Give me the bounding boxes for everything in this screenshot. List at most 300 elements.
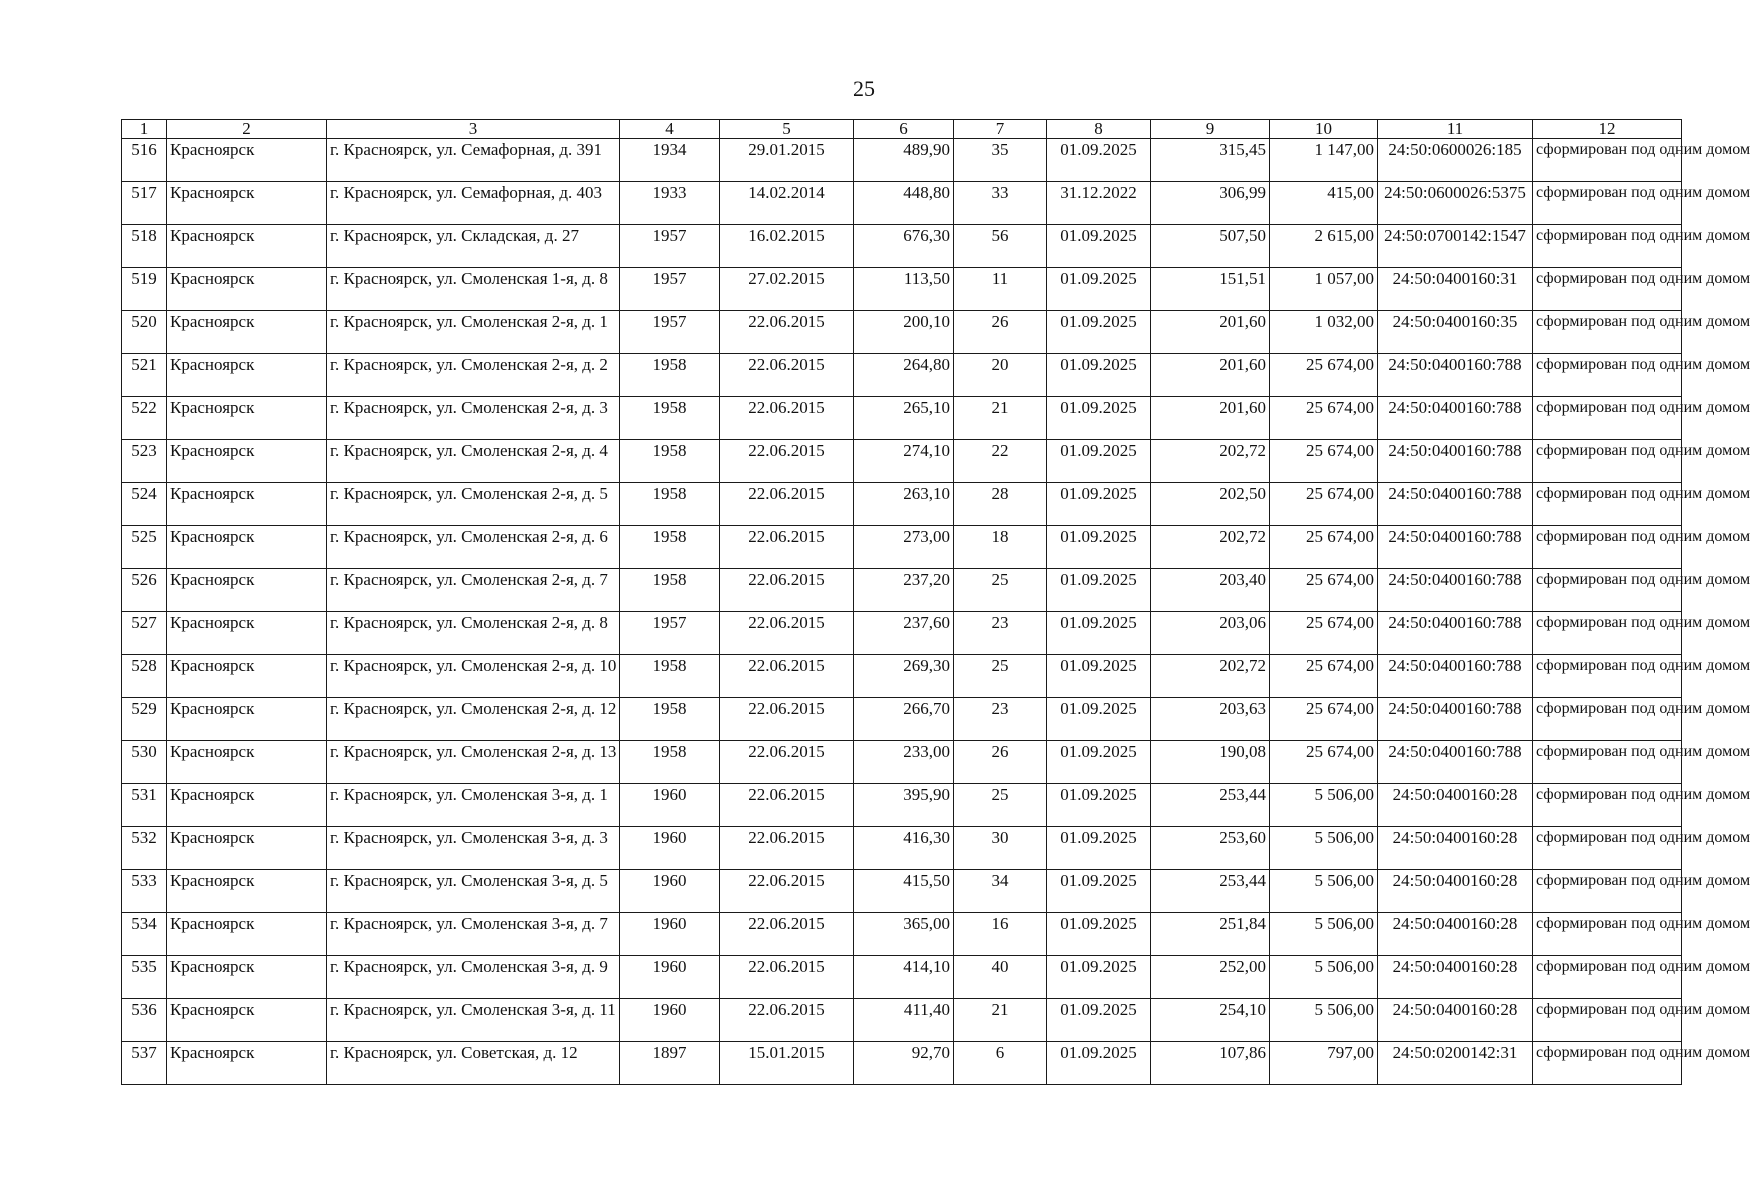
year-built-cell: 1960 bbox=[620, 999, 720, 1042]
cadastral-number-cell: 24:50:0200142:31 bbox=[1378, 1042, 1533, 1085]
cadastral-number-cell: 24:50:0400160:28 bbox=[1378, 827, 1533, 870]
table-row bbox=[122, 913, 1682, 956]
date-cell: 15.01.2015 bbox=[720, 1042, 854, 1085]
column-header-3: 3 bbox=[327, 120, 620, 139]
row-number-cell: 527 bbox=[122, 612, 167, 655]
cadastral-number-cell: 24:50:0700142:1547 bbox=[1378, 225, 1533, 268]
year-built-cell: 1897 bbox=[620, 1042, 720, 1085]
column-header-2: 2 bbox=[167, 120, 327, 139]
land-area-cell: 5 506,00 bbox=[1270, 827, 1378, 870]
area-cell: 113,50 bbox=[854, 268, 954, 311]
residents-cell: 56 bbox=[954, 225, 1047, 268]
row-number-cell: 529 bbox=[122, 698, 167, 741]
land-area-cell: 25 674,00 bbox=[1270, 655, 1378, 698]
deadline-date-cell: 01.09.2025 bbox=[1047, 655, 1151, 698]
note-cell: сформирован под одним домом bbox=[1533, 397, 1682, 440]
land-area-cell: 1 147,00 bbox=[1270, 139, 1378, 182]
value-cell: 507,50 bbox=[1151, 225, 1270, 268]
address-cell: г. Красноярск, ул. Смоленская 2-я, д. 1 bbox=[327, 311, 620, 354]
cadastral-number-cell: 24:50:0400160:28 bbox=[1378, 913, 1533, 956]
row-number-cell: 537 bbox=[122, 1042, 167, 1085]
city-cell: Красноярск bbox=[167, 655, 327, 698]
address-cell: г. Красноярск, ул. Смоленская 1-я, д. 8 bbox=[327, 268, 620, 311]
table-row bbox=[122, 655, 1682, 698]
year-built-cell: 1958 bbox=[620, 483, 720, 526]
cadastral-number-cell: 24:50:0400160:788 bbox=[1378, 354, 1533, 397]
note-cell: сформирован под одним домом bbox=[1533, 182, 1682, 225]
date-cell: 22.06.2015 bbox=[720, 612, 854, 655]
value-cell: 202,50 bbox=[1151, 483, 1270, 526]
year-built-cell: 1957 bbox=[620, 225, 720, 268]
year-built-cell: 1958 bbox=[620, 440, 720, 483]
area-cell: 264,80 bbox=[854, 354, 954, 397]
deadline-date-cell: 01.09.2025 bbox=[1047, 698, 1151, 741]
city-cell: Красноярск bbox=[167, 311, 327, 354]
deadline-date-cell: 01.09.2025 bbox=[1047, 526, 1151, 569]
address-cell: г. Красноярск, ул. Смоленская 3-я, д. 11 bbox=[327, 999, 620, 1042]
page-number: 25 bbox=[853, 76, 875, 101]
area-cell: 414,10 bbox=[854, 956, 954, 999]
city-cell: Красноярск bbox=[167, 1042, 327, 1085]
year-built-cell: 1960 bbox=[620, 956, 720, 999]
city-cell: Красноярск bbox=[167, 225, 327, 268]
city-cell: Красноярск bbox=[167, 698, 327, 741]
city-cell: Красноярск bbox=[167, 913, 327, 956]
address-cell: г. Красноярск, ул. Смоленская 2-я, д. 10 bbox=[327, 655, 620, 698]
residents-cell: 34 bbox=[954, 870, 1047, 913]
row-number-cell: 523 bbox=[122, 440, 167, 483]
table-row bbox=[122, 741, 1682, 784]
table-body bbox=[122, 139, 1750, 1085]
deadline-date-cell: 01.09.2025 bbox=[1047, 870, 1151, 913]
date-cell: 22.06.2015 bbox=[720, 956, 854, 999]
city-cell: Красноярск bbox=[167, 827, 327, 870]
row-number-cell: 522 bbox=[122, 397, 167, 440]
address-cell: г. Красноярск, ул. Смоленская 2-я, д. 8 bbox=[327, 612, 620, 655]
note-cell: сформирован под одним домом bbox=[1533, 1042, 1682, 1085]
residents-cell: 11 bbox=[954, 268, 1047, 311]
row-number-cell: 521 bbox=[122, 354, 167, 397]
table-row bbox=[122, 311, 1682, 354]
city-cell: Красноярск bbox=[167, 397, 327, 440]
residents-cell: 20 bbox=[954, 354, 1047, 397]
value-cell: 190,08 bbox=[1151, 741, 1270, 784]
city-cell: Красноярск bbox=[167, 139, 327, 182]
address-cell: г. Красноярск, ул. Семафорная, д. 403 bbox=[327, 182, 620, 225]
deadline-date-cell: 01.09.2025 bbox=[1047, 440, 1151, 483]
date-cell: 22.06.2015 bbox=[720, 784, 854, 827]
deadline-date-cell: 01.09.2025 bbox=[1047, 139, 1151, 182]
table-row bbox=[122, 225, 1682, 268]
date-cell: 22.06.2015 bbox=[720, 655, 854, 698]
value-cell: 306,99 bbox=[1151, 182, 1270, 225]
date-cell: 22.06.2015 bbox=[720, 483, 854, 526]
note-cell: сформирован под одним домом bbox=[1533, 483, 1682, 526]
housing-registry-table bbox=[121, 119, 1750, 1085]
row-number-cell: 517 bbox=[122, 182, 167, 225]
year-built-cell: 1957 bbox=[620, 311, 720, 354]
residents-cell: 25 bbox=[954, 569, 1047, 612]
date-cell: 14.02.2014 bbox=[720, 182, 854, 225]
land-area-cell: 5 506,00 bbox=[1270, 999, 1378, 1042]
area-cell: 415,50 bbox=[854, 870, 954, 913]
table-row bbox=[122, 999, 1682, 1042]
date-cell: 22.06.2015 bbox=[720, 913, 854, 956]
value-cell: 254,10 bbox=[1151, 999, 1270, 1042]
date-cell: 22.06.2015 bbox=[720, 526, 854, 569]
year-built-cell: 1958 bbox=[620, 354, 720, 397]
deadline-date-cell: 01.09.2025 bbox=[1047, 741, 1151, 784]
address-cell: г. Красноярск, ул. Смоленская 2-я, д. 4 bbox=[327, 440, 620, 483]
row-number-cell: 524 bbox=[122, 483, 167, 526]
column-header-6: 6 bbox=[854, 120, 954, 139]
date-cell: 22.06.2015 bbox=[720, 311, 854, 354]
note-cell: сформирован под одним домом bbox=[1533, 569, 1682, 612]
table-row bbox=[122, 698, 1682, 741]
note-cell: сформирован под одним домом bbox=[1533, 913, 1682, 956]
row-number-cell: 519 bbox=[122, 268, 167, 311]
value-cell: 201,60 bbox=[1151, 311, 1270, 354]
note-cell: сформирован под одним домом bbox=[1533, 784, 1682, 827]
year-built-cell: 1958 bbox=[620, 655, 720, 698]
year-built-cell: 1934 bbox=[620, 139, 720, 182]
city-cell: Красноярск bbox=[167, 784, 327, 827]
value-cell: 251,84 bbox=[1151, 913, 1270, 956]
date-cell: 22.06.2015 bbox=[720, 440, 854, 483]
residents-cell: 23 bbox=[954, 612, 1047, 655]
address-cell: г. Красноярск, ул. Смоленская 2-я, д. 2 bbox=[327, 354, 620, 397]
value-cell: 201,60 bbox=[1151, 397, 1270, 440]
table-row bbox=[122, 956, 1682, 999]
column-header-1: 1 bbox=[122, 120, 167, 139]
cadastral-number-cell: 24:50:0400160:788 bbox=[1378, 655, 1533, 698]
note-cell: сформирован под одним домом bbox=[1533, 225, 1682, 268]
land-area-cell: 25 674,00 bbox=[1270, 569, 1378, 612]
date-cell: 22.06.2015 bbox=[720, 827, 854, 870]
land-area-cell: 1 057,00 bbox=[1270, 268, 1378, 311]
residents-cell: 26 bbox=[954, 741, 1047, 784]
row-number-cell: 531 bbox=[122, 784, 167, 827]
cadastral-number-cell: 24:50:0400160:788 bbox=[1378, 483, 1533, 526]
address-cell: г. Красноярск, ул. Семафорная, д. 391 bbox=[327, 139, 620, 182]
city-cell: Красноярск bbox=[167, 999, 327, 1042]
table-row bbox=[122, 483, 1682, 526]
row-number-cell: 536 bbox=[122, 999, 167, 1042]
residents-cell: 28 bbox=[954, 483, 1047, 526]
residents-cell: 6 bbox=[954, 1042, 1047, 1085]
area-cell: 269,30 bbox=[854, 655, 954, 698]
deadline-date-cell: 01.09.2025 bbox=[1047, 956, 1151, 999]
address-cell: г. Красноярск, ул. Смоленская 3-я, д. 5 bbox=[327, 870, 620, 913]
land-area-cell: 25 674,00 bbox=[1270, 612, 1378, 655]
residents-cell: 22 bbox=[954, 440, 1047, 483]
residents-cell: 25 bbox=[954, 784, 1047, 827]
note-cell: сформирован под одним домом bbox=[1533, 440, 1682, 483]
value-cell: 252,00 bbox=[1151, 956, 1270, 999]
residents-cell: 18 bbox=[954, 526, 1047, 569]
row-number-cell: 533 bbox=[122, 870, 167, 913]
table-row bbox=[122, 397, 1682, 440]
value-cell: 202,72 bbox=[1151, 440, 1270, 483]
cadastral-number-cell: 24:50:0400160:35 bbox=[1378, 311, 1533, 354]
residents-cell: 21 bbox=[954, 397, 1047, 440]
area-cell: 237,60 bbox=[854, 612, 954, 655]
value-cell: 253,60 bbox=[1151, 827, 1270, 870]
deadline-date-cell: 01.09.2025 bbox=[1047, 827, 1151, 870]
note-cell: сформирован под одним домом bbox=[1533, 698, 1682, 741]
address-cell: г. Красноярск, ул. Смоленская 2-я, д. 5 bbox=[327, 483, 620, 526]
cadastral-number-cell: 24:50:0400160:28 bbox=[1378, 870, 1533, 913]
cadastral-number-cell: 24:50:0400160:788 bbox=[1378, 698, 1533, 741]
table-row bbox=[122, 354, 1682, 397]
date-cell: 22.06.2015 bbox=[720, 698, 854, 741]
row-number-cell: 530 bbox=[122, 741, 167, 784]
residents-cell: 16 bbox=[954, 913, 1047, 956]
date-cell: 27.02.2015 bbox=[720, 268, 854, 311]
land-area-cell: 415,00 bbox=[1270, 182, 1378, 225]
year-built-cell: 1958 bbox=[620, 569, 720, 612]
date-cell: 22.06.2015 bbox=[720, 354, 854, 397]
land-area-cell: 25 674,00 bbox=[1270, 354, 1378, 397]
city-cell: Красноярск bbox=[167, 612, 327, 655]
date-cell: 22.06.2015 bbox=[720, 741, 854, 784]
cadastral-number-cell: 24:50:0400160:788 bbox=[1378, 526, 1533, 569]
residents-cell: 26 bbox=[954, 311, 1047, 354]
land-area-cell: 25 674,00 bbox=[1270, 698, 1378, 741]
note-cell: сформирован под одним домом bbox=[1533, 311, 1682, 354]
note-cell: сформирован под одним домом bbox=[1533, 741, 1682, 784]
year-built-cell: 1958 bbox=[620, 741, 720, 784]
note-cell: сформирован под одним домом bbox=[1533, 612, 1682, 655]
deadline-date-cell: 01.09.2025 bbox=[1047, 483, 1151, 526]
area-cell: 411,40 bbox=[854, 999, 954, 1042]
table-row bbox=[122, 139, 1682, 182]
deadline-date-cell: 01.09.2025 bbox=[1047, 225, 1151, 268]
value-cell: 315,45 bbox=[1151, 139, 1270, 182]
value-cell: 202,72 bbox=[1151, 655, 1270, 698]
table-row bbox=[122, 870, 1682, 913]
area-cell: 273,00 bbox=[854, 526, 954, 569]
land-area-cell: 25 674,00 bbox=[1270, 483, 1378, 526]
area-cell: 395,90 bbox=[854, 784, 954, 827]
address-cell: г. Красноярск, ул. Смоленская 2-я, д. 7 bbox=[327, 569, 620, 612]
land-area-cell: 1 032,00 bbox=[1270, 311, 1378, 354]
date-cell: 16.02.2015 bbox=[720, 225, 854, 268]
date-cell: 22.06.2015 bbox=[720, 397, 854, 440]
area-cell: 263,10 bbox=[854, 483, 954, 526]
column-header-9: 9 bbox=[1151, 120, 1270, 139]
note-cell: сформирован под одним домом bbox=[1533, 827, 1682, 870]
table-row bbox=[122, 268, 1682, 311]
area-cell: 365,00 bbox=[854, 913, 954, 956]
area-cell: 237,20 bbox=[854, 569, 954, 612]
column-header-8: 8 bbox=[1047, 120, 1151, 139]
area-cell: 92,70 bbox=[854, 1042, 954, 1085]
cadastral-number-cell: 24:50:0400160:788 bbox=[1378, 612, 1533, 655]
city-cell: Красноярск bbox=[167, 354, 327, 397]
deadline-date-cell: 01.09.2025 bbox=[1047, 354, 1151, 397]
cadastral-number-cell: 24:50:0400160:788 bbox=[1378, 741, 1533, 784]
deadline-date-cell: 01.09.2025 bbox=[1047, 268, 1151, 311]
cadastral-number-cell: 24:50:0400160:788 bbox=[1378, 440, 1533, 483]
note-cell: сформирован под одним домом bbox=[1533, 999, 1682, 1042]
deadline-date-cell: 01.09.2025 bbox=[1047, 913, 1151, 956]
year-built-cell: 1960 bbox=[620, 784, 720, 827]
land-area-cell: 25 674,00 bbox=[1270, 397, 1378, 440]
city-cell: Красноярск bbox=[167, 569, 327, 612]
residents-cell: 23 bbox=[954, 698, 1047, 741]
note-cell: сформирован под одним домом bbox=[1533, 268, 1682, 311]
cadastral-number-cell: 24:50:0400160:28 bbox=[1378, 956, 1533, 999]
address-cell: г. Красноярск, ул. Советская, д. 12 bbox=[327, 1042, 620, 1085]
address-cell: г. Красноярск, ул. Смоленская 3-я, д. 9 bbox=[327, 956, 620, 999]
row-number-cell: 534 bbox=[122, 913, 167, 956]
deadline-date-cell: 01.09.2025 bbox=[1047, 999, 1151, 1042]
table-row bbox=[122, 569, 1682, 612]
value-cell: 203,40 bbox=[1151, 569, 1270, 612]
note-cell: сформирован под одним домом bbox=[1533, 139, 1682, 182]
year-built-cell: 1958 bbox=[620, 698, 720, 741]
date-cell: 22.06.2015 bbox=[720, 999, 854, 1042]
year-built-cell: 1933 bbox=[620, 182, 720, 225]
residents-cell: 33 bbox=[954, 182, 1047, 225]
deadline-date-cell: 01.09.2025 bbox=[1047, 784, 1151, 827]
address-cell: г. Красноярск, ул. Смоленская 3-я, д. 3 bbox=[327, 827, 620, 870]
row-number-cell: 535 bbox=[122, 956, 167, 999]
area-cell: 200,10 bbox=[854, 311, 954, 354]
city-cell: Красноярск bbox=[167, 440, 327, 483]
deadline-date-cell: 01.09.2025 bbox=[1047, 612, 1151, 655]
year-built-cell: 1960 bbox=[620, 827, 720, 870]
area-cell: 265,10 bbox=[854, 397, 954, 440]
table-row bbox=[122, 827, 1682, 870]
address-cell: г. Красноярск, ул. Смоленская 2-я, д. 12 bbox=[327, 698, 620, 741]
column-header-11: 11 bbox=[1378, 120, 1533, 139]
residents-cell: 21 bbox=[954, 999, 1047, 1042]
city-cell: Красноярск bbox=[167, 870, 327, 913]
land-area-cell: 5 506,00 bbox=[1270, 870, 1378, 913]
value-cell: 202,72 bbox=[1151, 526, 1270, 569]
table-row bbox=[122, 440, 1682, 483]
address-cell: г. Красноярск, ул. Смоленская 2-я, д. 3 bbox=[327, 397, 620, 440]
table-row bbox=[122, 526, 1682, 569]
city-cell: Красноярск bbox=[167, 268, 327, 311]
row-number-cell: 520 bbox=[122, 311, 167, 354]
land-area-cell: 5 506,00 bbox=[1270, 784, 1378, 827]
year-built-cell: 1960 bbox=[620, 870, 720, 913]
land-area-cell: 25 674,00 bbox=[1270, 741, 1378, 784]
area-cell: 489,90 bbox=[854, 139, 954, 182]
land-area-cell: 5 506,00 bbox=[1270, 956, 1378, 999]
deadline-date-cell: 01.09.2025 bbox=[1047, 397, 1151, 440]
row-number-cell: 526 bbox=[122, 569, 167, 612]
row-number-cell: 525 bbox=[122, 526, 167, 569]
table-row bbox=[122, 1042, 1682, 1085]
year-built-cell: 1958 bbox=[620, 526, 720, 569]
value-cell: 203,63 bbox=[1151, 698, 1270, 741]
column-header-4: 4 bbox=[620, 120, 720, 139]
city-cell: Красноярск bbox=[167, 526, 327, 569]
table-row bbox=[122, 612, 1682, 655]
table-row bbox=[122, 182, 1682, 225]
column-header-12: 12 bbox=[1533, 120, 1682, 139]
city-cell: Красноярск bbox=[167, 182, 327, 225]
city-cell: Красноярск bbox=[167, 741, 327, 784]
note-cell: сформирован под одним домом bbox=[1533, 655, 1682, 698]
column-header-5: 5 bbox=[720, 120, 854, 139]
value-cell: 203,06 bbox=[1151, 612, 1270, 655]
area-cell: 416,30 bbox=[854, 827, 954, 870]
area-cell: 233,00 bbox=[854, 741, 954, 784]
address-cell: г. Красноярск, ул. Смоленская 2-я, д. 13 bbox=[327, 741, 620, 784]
row-number-cell: 528 bbox=[122, 655, 167, 698]
residents-cell: 25 bbox=[954, 655, 1047, 698]
deadline-date-cell: 01.09.2025 bbox=[1047, 569, 1151, 612]
row-number-cell: 516 bbox=[122, 139, 167, 182]
table-row bbox=[122, 784, 1682, 827]
city-cell: Красноярск bbox=[167, 956, 327, 999]
date-cell: 22.06.2015 bbox=[720, 870, 854, 913]
column-number-header-row bbox=[122, 120, 1682, 139]
residents-cell: 30 bbox=[954, 827, 1047, 870]
residents-cell: 35 bbox=[954, 139, 1047, 182]
city-cell: Красноярск bbox=[167, 483, 327, 526]
deadline-date-cell: 01.09.2025 bbox=[1047, 311, 1151, 354]
cadastral-number-cell: 24:50:0600026:5375 bbox=[1378, 182, 1533, 225]
note-cell: сформирован под одним домом bbox=[1533, 956, 1682, 999]
date-cell: 22.06.2015 bbox=[720, 569, 854, 612]
deadline-date-cell: 31.12.2022 bbox=[1047, 182, 1151, 225]
area-cell: 274,10 bbox=[854, 440, 954, 483]
year-built-cell: 1960 bbox=[620, 913, 720, 956]
area-cell: 676,30 bbox=[854, 225, 954, 268]
column-header-7: 7 bbox=[954, 120, 1047, 139]
address-cell: г. Красноярск, ул. Смоленская 2-я, д. 6 bbox=[327, 526, 620, 569]
cadastral-number-cell: 24:50:0400160:788 bbox=[1378, 397, 1533, 440]
area-cell: 448,80 bbox=[854, 182, 954, 225]
value-cell: 107,86 bbox=[1151, 1042, 1270, 1085]
note-cell: сформирован под одним домом bbox=[1533, 526, 1682, 569]
land-area-cell: 25 674,00 bbox=[1270, 526, 1378, 569]
year-built-cell: 1958 bbox=[620, 397, 720, 440]
date-cell: 29.01.2015 bbox=[720, 139, 854, 182]
value-cell: 201,60 bbox=[1151, 354, 1270, 397]
cadastral-number-cell: 24:50:0400160:31 bbox=[1378, 268, 1533, 311]
cadastral-number-cell: 24:50:0400160:28 bbox=[1378, 784, 1533, 827]
deadline-date-cell: 01.09.2025 bbox=[1047, 1042, 1151, 1085]
row-number-cell: 518 bbox=[122, 225, 167, 268]
land-area-cell: 797,00 bbox=[1270, 1042, 1378, 1085]
value-cell: 253,44 bbox=[1151, 784, 1270, 827]
cadastral-number-cell: 24:50:0400160:788 bbox=[1378, 569, 1533, 612]
residents-cell: 40 bbox=[954, 956, 1047, 999]
value-cell: 151,51 bbox=[1151, 268, 1270, 311]
address-cell: г. Красноярск, ул. Смоленская 3-я, д. 1 bbox=[327, 784, 620, 827]
cadastral-number-cell: 24:50:0600026:185 bbox=[1378, 139, 1533, 182]
note-cell: сформирован под одним домом bbox=[1533, 870, 1682, 913]
note-cell: сформирован под одним домом bbox=[1533, 354, 1682, 397]
land-area-cell: 2 615,00 bbox=[1270, 225, 1378, 268]
area-cell: 266,70 bbox=[854, 698, 954, 741]
value-cell: 253,44 bbox=[1151, 870, 1270, 913]
year-built-cell: 1957 bbox=[620, 612, 720, 655]
address-cell: г. Красноярск, ул. Складская, д. 27 bbox=[327, 225, 620, 268]
year-built-cell: 1957 bbox=[620, 268, 720, 311]
cadastral-number-cell: 24:50:0400160:28 bbox=[1378, 999, 1533, 1042]
land-area-cell: 25 674,00 bbox=[1270, 440, 1378, 483]
row-number-cell: 532 bbox=[122, 827, 167, 870]
column-header-10: 10 bbox=[1270, 120, 1378, 139]
